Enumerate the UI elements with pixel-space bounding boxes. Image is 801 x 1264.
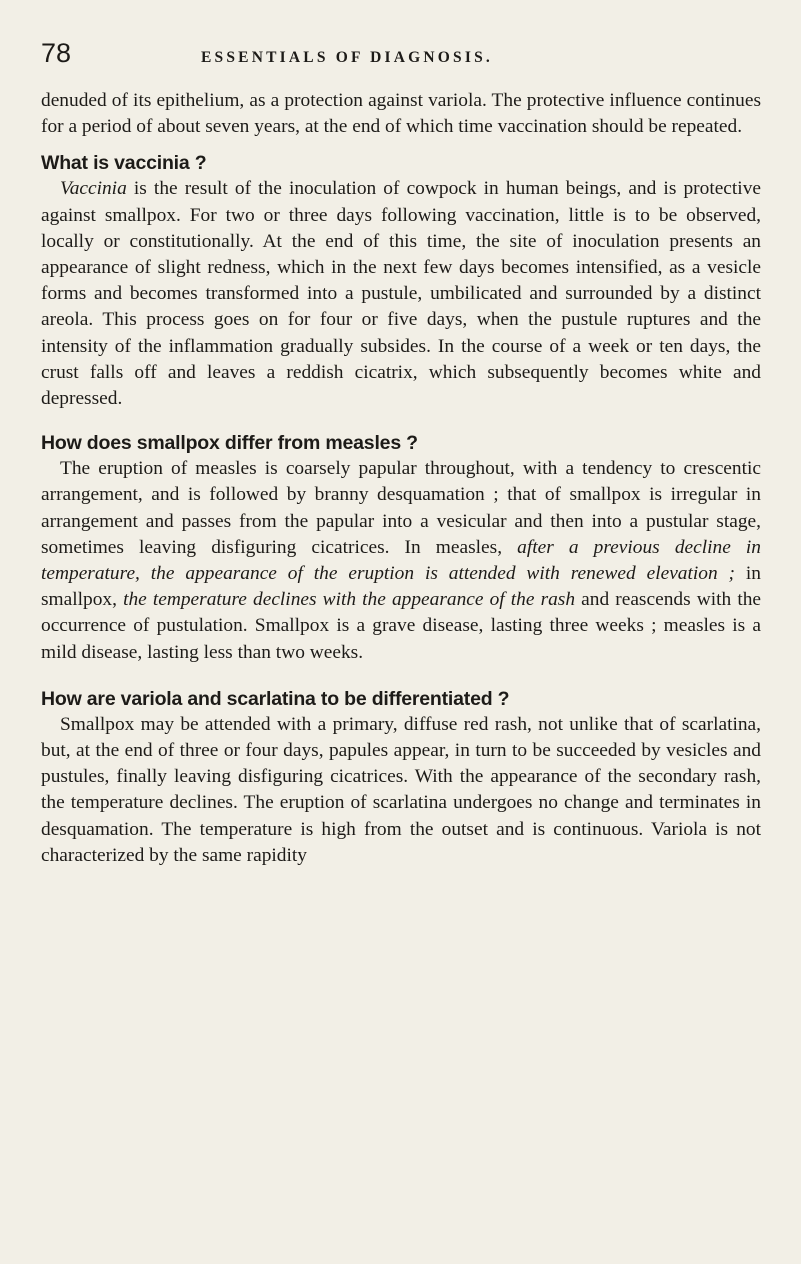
answer-part-1: The eruption of measles is coarsely papular throughout, with a tendency to crescentic arrangement, and is followed by branny desquamation ; that of smallpox is irregular in arrangement and passes from the papular into a vesicular and then into a pustular stage, sometimes leaving disfiguring cicatrices. In measles,	[41, 458, 761, 558]
running-head	[41, 38, 761, 88]
answer-part-3: and reascends with the occurrence of pustulation. Smallpox is a grave disease, lasting three weeks ; measles is a mild disease, lasting less than two weeks.	[41, 589, 762, 663]
answer-variola-scarlatina: Smallpox may be attended with a primary, diffuse red rash, not unlike that of scarlatina, but, at the end of three or four days, papules appear, in turn to be succeeded by vesicles and pustules, finally leaving disfiguring cicatrices. With the appearance of the secondary rash, the temperature declines. The eruption of scarlatina undergoes no change and terminates in desquamation. The temperature is high from the outset and is continuous. Variola is not characterized by the same rapidity	[41, 713, 761, 866]
answer-vaccinia-text: is the result of the inoculation of cowpock in human beings, and is protective against smallpox. For two or three days following vaccination, little is to be observed, locally or constitutionally. At the end of this time, the site of inoculation presents an appearance of slight redness, which in the next few days becomes intensified, as a vesicle forms and becomes transformed into a pustule, umbilicated and surrounded by a distinct areola. This process goes on for four or five days, when the pustule ruptures and the intensity of the inflammation gradually subsides. In the course of a week or ten days, the crust falls off and leaves a reddish cicatrix, which subsequently becomes white and depressed.	[41, 178, 761, 410]
answer-smallpox-measles	[41, 456, 761, 666]
answer-term-vaccinia: Vaccinia	[60, 178, 127, 200]
question-vaccinia: What is vaccinia ?	[41, 152, 207, 175]
question-smallpox-measles: How does smallpox differ from measles ?	[41, 432, 418, 455]
body-text	[41, 88, 761, 869]
running-title: ESSENTIALS OF DIAGNOSIS.	[201, 49, 494, 66]
answer-italic-2: the temperature declines with the appearance of the rash	[123, 589, 576, 611]
answer-part-2: in smallpox,	[41, 563, 761, 611]
answer-italic-1: after a previous decline in temperature, the appearance of the eruption is attended with renewed elevation ;	[41, 536, 761, 585]
opening-paragraph: denuded of its epithelium, as a protection against variola. The protective influence continues for a period of about seven years, at the end of which time vaccination should be repeated.	[41, 90, 761, 138]
page-number: 78	[41, 38, 72, 68]
answer-vaccinia	[41, 176, 761, 412]
question-variola-scarlatina: How are variola and scarlatina to be differentiated ?	[41, 687, 510, 710]
